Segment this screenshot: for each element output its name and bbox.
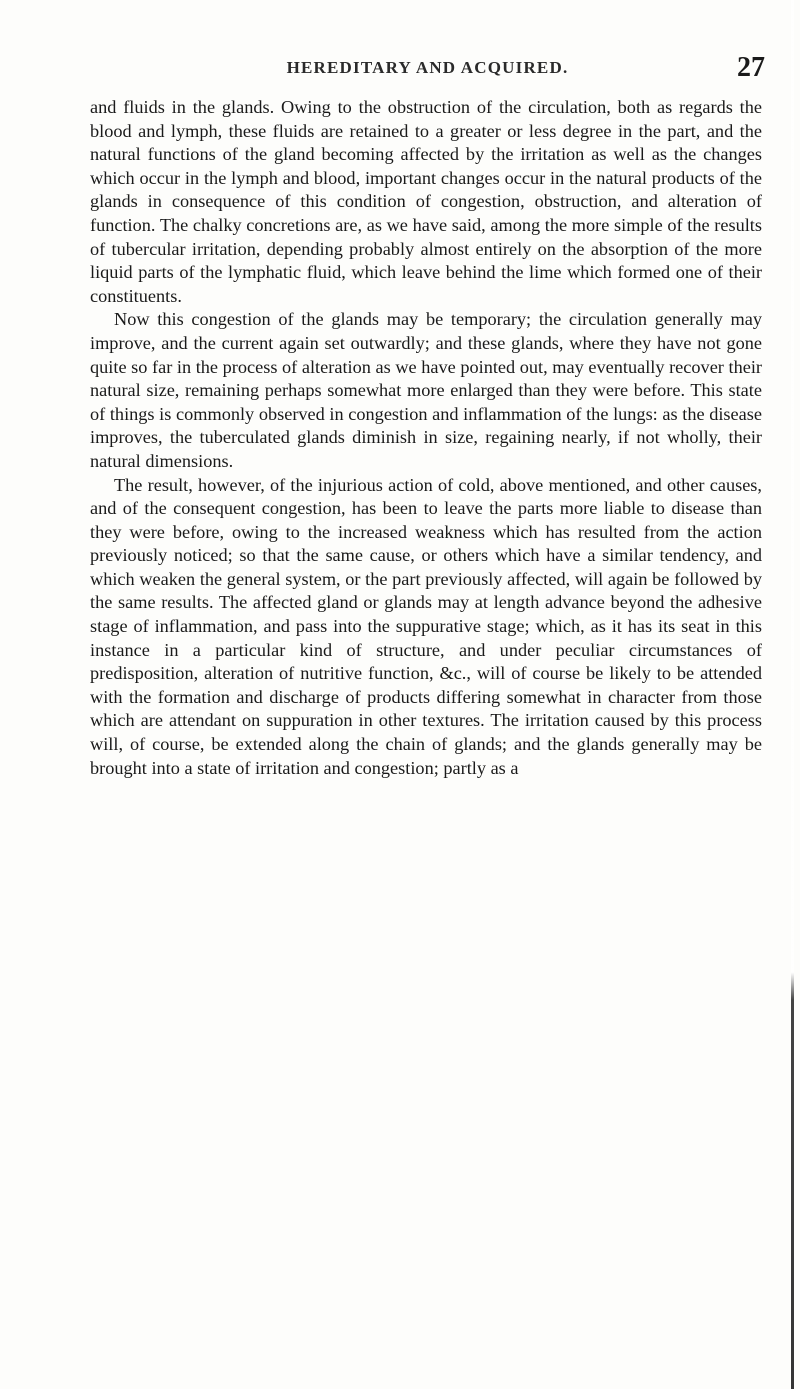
paragraph-1: and fluids in the glands. Owing to the obstruction of the circulation, both as regards the blood and lymph, these fluids are retained to a greater or less degree in the part, and the natural functions of the gland becoming affected by the irritation as well as the changes which occur in the lymph and blood, important changes occur in the natural products of the glands in consequence of this condition of congestion, obstruction, and alteration of function. The chalky concretions are, as we have said, among the more simple of the results of tubercular irritation, depending probably almost entirely on the absorption of the more liquid parts of the lymphatic fluid, which leave behind the lime which formed one of their constituents. <box>90 97 762 306</box>
page-edge-shadow <box>791 0 794 1389</box>
running-title: HEREDITARY AND ACQUIRED. <box>286 58 569 77</box>
paragraph-3: The result, however, of the injurious action of cold, above mentioned, and other causes, and of the consequent congestion, has been to leave the parts more liable to disease than they were before, owing to the increased weakness which has resulted from the action previously noticed; so that the same cause, or others which have a similar tendency, and which weaken the general system, or the part previously affected, will again be followed by the same results. The affected gland or glands may at length advance beyond the adhesive stage of inflammation, and pass into the suppurative stage; which, as it has its seat in this instance in a particular kind of structure, and under peculiar circumstances of predisposition, alteration of nutritive function, &c., will of course be likely to be attended with the formation and discharge of products differing somewhat in character from those which are attendant on suppuration in other textures. The irritation caused by this process will, of course, be extended along the chain of glands; and the glands generally may be brought into a state of irritation and congestion; partly as a <box>90 474 762 778</box>
body-text <box>90 96 762 780</box>
paragraph-2: Now this congestion of the glands may be temporary; the circulation generally may improve, and the current again set outwardly; and these glands, where they have not gone quite so far in the process of alteration as we have pointed out, may eventually recover their natural size, remaining perhaps somewhat more enlarged than they were before. This state of things is commonly observed in congestion and inflammation of the lungs: as the disease improves, the tuberculated glands diminish in size, regaining nearly, if not wholly, their natural dimensions. <box>90 309 762 471</box>
page-number: 27 <box>737 52 765 83</box>
running-head <box>90 52 765 84</box>
